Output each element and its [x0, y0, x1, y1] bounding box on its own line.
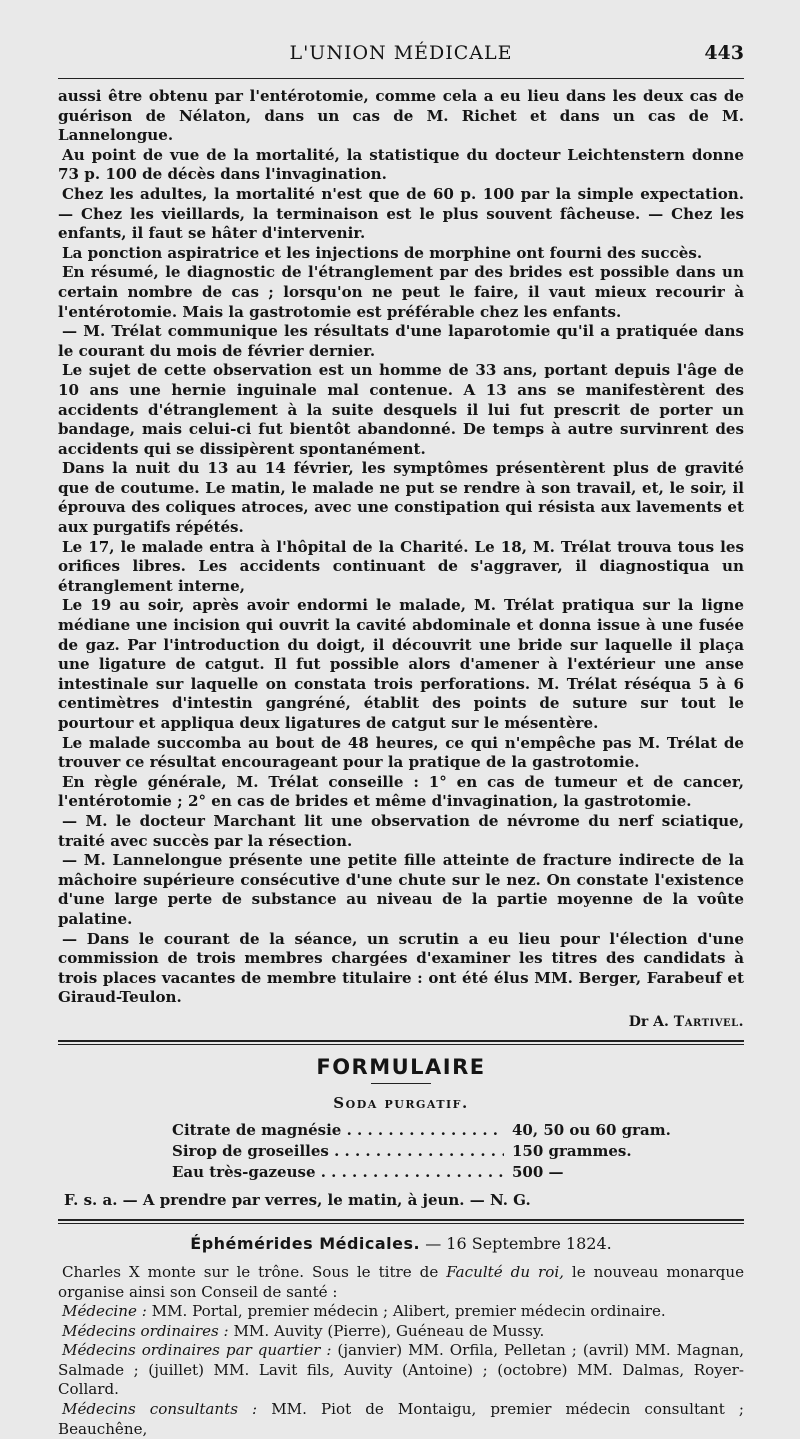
council-entry — [58, 1302, 744, 1322]
ingredient-name: Sirop de groseilles . . . — [172, 1141, 504, 1162]
paragraph: Le 19 au soir, après avoir endormi le malade, M. Trélat pratiqua sur la ligne médiane une incision qui ouvrit la cavité abdominale et donna issue à une fusée de gaz. Par l'introduction du doigt, il découvrit une bride sur laquelle il plaça une ligature de catgut. Il fut possible alors d'amener à l'extérieur une anse intestinale sur laquelle on constata trois perforations. M. Trélat réséqua 5 à 6 centimètres d'intestin gangréné, établit des points de suture sur tout le pourtour et appliqua deux ligatures de catgut sur le mésentère. — [58, 596, 744, 732]
ephemerides-date: 16 Septembre 1824. — [446, 1233, 612, 1253]
paragraph: — M. le docteur Marchant lit une observation de névrome du nerf sciatique, traité avec succès par la résection. — [58, 811, 744, 850]
ingredient-qty: 40, 50 ou 60 gram. — [512, 1120, 671, 1139]
section-rule — [58, 1040, 744, 1045]
intro-italic: Faculté du roi, — [446, 1262, 564, 1281]
paragraph: En règle générale, M. Trélat conseille : 1° en cas de tumeur et de cancer, l'entérotomie ; 2° en cas de brides et même d'invagination, la gastrotomie. — [58, 772, 744, 811]
council-entry — [58, 1341, 744, 1400]
header-rule — [58, 78, 744, 79]
signature-name: Tartivel. — [673, 1013, 744, 1030]
article-body — [58, 87, 744, 1008]
section-rule — [58, 1219, 744, 1224]
recipe-row — [172, 1141, 692, 1162]
intro-text: Charles X monte sur le trône. Sous le titre de — [62, 1262, 447, 1281]
ingredient-name: Citrate de magnésie . . . — [172, 1120, 504, 1141]
paragraph: aussi être obtenu par l'entérotomie, comme cela a eu lieu dans les deux cas de guérison de Nélaton, dans un cas de M. Richet et dans un cas de M. Lannelongue. — [58, 87, 744, 145]
paragraph: Au point de vue de la mortalité, la statistique du docteur Leichtenstern donne 73 p. 100 de décès dans l'invagination. — [58, 145, 744, 184]
title-dash: — — [420, 1233, 447, 1253]
entry-label: Médecins consultants : — [62, 1400, 258, 1419]
ingredient-qty: 150 grammes. — [512, 1141, 632, 1160]
paragraph: — Dans le courant de la séance, un scrutin a eu lieu pour l'élection d'une commission de trois membres chargées d'examiner les titres des candidats à trois places vacantes de membre titulaire : ont été élus MM. Berger, Farabeuf et Giraud-Teulon. — [58, 929, 744, 1007]
signature-prefix: Dr A. — [628, 1013, 674, 1030]
paragraph: — M. Lannelongue présente une petite fille atteinte de fracture indirecte de la mâchoire supérieure consécutive d'une chute sur le nez. On constate l'existence d'une large perte de substance au niveau de la partie moyenne de la voûte palatine. — [58, 851, 744, 928]
council-entry — [58, 1400, 744, 1439]
paragraph: — M. Trélat communique les résultats d'une laparotomie qu'il a pratiquée dans le courant du mois de février dernier. — [58, 322, 744, 360]
paragraph: La ponction aspiratrice et les injections de morphine ont fourni des succès. — [62, 243, 703, 262]
entry-label: Médecins ordinaires par quartier : — [62, 1341, 332, 1360]
journal-title: L'UNION MÉDICALE — [289, 42, 513, 64]
intro-text: le nouveau monarque organise ainsi son Conseil de santé : — [58, 1262, 744, 1301]
ingredient-qty: 500 — — [512, 1162, 564, 1181]
recipe-title: Soda purgatif. — [333, 1093, 469, 1112]
formulaire-section — [58, 1055, 744, 1209]
ephemerides-title: Éphémérides Médicales. — [190, 1233, 421, 1253]
entry-text: MM. Auvity (Pierre), Guéneau de Mussy. — [228, 1321, 545, 1340]
recipe-row — [172, 1162, 692, 1183]
author-signature — [58, 1014, 744, 1030]
running-header — [58, 42, 744, 72]
page-number: 443 — [704, 42, 744, 64]
section-title: FORMULAIRE — [316, 1054, 486, 1079]
paragraph: Le 17, le malade entra à l'hôpital de la Charité. Le 18, M. Trélat trouva tous les orifices libres. Les accidents continuant de s'aggraver, il diagnostiqua un étranglement interne, — [58, 537, 744, 595]
entry-label: Médecins ordinaires : — [62, 1321, 229, 1340]
entry-text: MM. Portal, premier médecin ; Alibert, premier médecin ordinaire. — [146, 1302, 666, 1321]
ephemerides-heading — [58, 1234, 744, 1253]
paragraph: En résumé, le diagnostic de l'étranglement par des brides est possible dans un certain nombre de cas ; lorsqu'on ne peut le faire, il vaut mieux recourir à l'entérotomie. Mais la gastrotomie est préférable chez les enfants. — [58, 263, 744, 321]
paragraph: Chez les adultes, la mortalité n'est que de 60 p. 100 par la simple expectation. — Chez les vieillards, la terminaison est le plus souvent fâcheuse. — Chez les enfants, il faut se hâter d'intervenir. — [58, 184, 744, 243]
ephemerides-section — [58, 1234, 744, 1439]
title-rule — [371, 1083, 431, 1084]
council-entry — [58, 1322, 744, 1342]
paragraph: Le malade succomba au bout de 48 heures, ce qui n'empêche pas M. Trélat de trouver ce résultat encourageant pour la pratique de la gastrotomie. — [58, 733, 744, 772]
recipe-table — [172, 1120, 692, 1183]
paragraph: Dans la nuit du 13 au 14 février, les symptômes présentèrent plus de gravité que de coutume. Le matin, le malade ne put se rendre à son travail, et, le soir, il éprouva des coliques atroces, avec une constipation qui résista aux lavements et aux purgatifs répétés. — [58, 459, 744, 537]
entry-label: Médecine : — [62, 1302, 147, 1321]
paragraph: Le sujet de cette observation est un homme de 33 ans, portant depuis l'âge de 10 ans une hernie inguinale mal contenue. A 13 ans se manifestèrent des accidents d'étranglement à la suite desquels il lui fut prescrit de porter un bandage, mais celui-ci fut bientôt abandonné. De temps à autre survinrent des accidents qui se dissipèrent spontanément. — [58, 361, 744, 458]
recipe-row — [172, 1120, 692, 1141]
ingredient-name: Eau très-gazeuse . . . — [172, 1162, 504, 1183]
recipe-note: F. s. a. — A prendre par verres, le matin, à jeun. — N. G. — [64, 1190, 531, 1209]
ephemerides-intro — [58, 1263, 744, 1302]
entry-text: (janvier) MM. Orfila, Pelletan ; (avril) MM. Magnan, Salmade ; (juillet) MM. Lavit fils, Auvity (Antoine) ; (octobre) MM. Dalmas, Royer-Collard. — [58, 1341, 744, 1399]
entry-text: MM. Piot de Montaigu, premier médecin consultant ; Beauchêne, — [58, 1400, 744, 1438]
